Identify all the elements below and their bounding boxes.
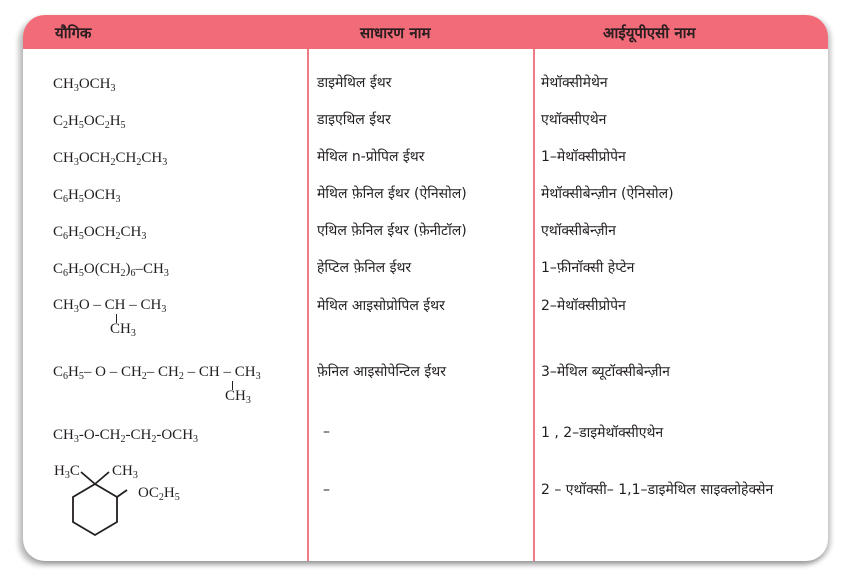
common-name: फ़ेनिल आइसोपेन्टिल ईथर — [317, 364, 446, 380]
common-name: मेथिल फ़ेनिल ईथर (ऐनिसोल) — [317, 186, 467, 202]
common-name: एथिल फ़ेनिल ईथर (फ़ेनीटॉल) — [317, 223, 467, 239]
iupac-name: एथॉक्सीबेन्ज़ीन — [541, 223, 616, 239]
compound-formula: $CH_3OCH_2CH_2CH_3$ — [53, 150, 168, 168]
iupac-name: मेथॉक्सीबेन्ज़ीन (ऐनिसोल) — [541, 186, 674, 202]
common-name: डाइमेथिल ईथर — [317, 75, 392, 91]
column-divider — [533, 49, 535, 561]
iupac-name: 1 , 2–डाइमेथॉक्सीएथेन — [541, 425, 664, 441]
iupac-name: 3–मेथिल ब्यूटॉक्सीबेन्ज़ीन — [541, 364, 670, 380]
iupac-name: एथॉक्सीएथेन — [541, 112, 607, 128]
common-name: मेथिल आइसोप्रोपिल ईथर — [317, 298, 445, 314]
compound-formula: $C_6H_5OCH_2CH_3$ — [53, 224, 147, 242]
common-name: – — [323, 482, 330, 498]
compound-formula: $C_6H_5O(CH_2)_6-CH_3$ — [53, 261, 169, 279]
common-name: – — [323, 424, 330, 440]
table-header — [23, 15, 828, 49]
iupac-name: 1–फ़ीनॉक्सी हेप्टेन — [541, 260, 635, 276]
common-name: हेप्टिल फ़ेनिल ईथर — [317, 260, 412, 276]
iupac-name: 2 – एथॉक्सी– 1,1–डाइमेथिल साइक्लोहेक्सेन — [541, 482, 774, 498]
methyl-label-left: $H_3C$ — [54, 463, 80, 481]
common-name: डाइएथिल ईथर — [317, 112, 391, 128]
ether-nomenclature-table — [23, 15, 828, 561]
ethoxy-label: $OC_2H_5$ — [138, 485, 180, 503]
methyl-label-right: $CH_3$ — [112, 463, 138, 481]
iupac-name: मेथॉक्सीमेथेन — [541, 75, 608, 91]
compound-formula: $CH_3OCH_3$ — [53, 76, 116, 94]
compound-formula: $CH_3-O-CH_2-CH_2-OCH_3$ — [53, 427, 199, 445]
iupac-name: 2–मेथॉक्सीप्रोपेन — [541, 298, 626, 314]
compound-formula-branch: $CH_3$ — [110, 321, 136, 339]
compound-formula: $C_6H_5OCH_3$ — [53, 187, 121, 205]
column-header-iupac-name: आईयूपीएसी नाम — [603, 24, 696, 42]
compound-formula-branch: $CH_3$ — [225, 388, 251, 406]
column-header-compound: यौगिक — [55, 24, 92, 42]
cyclohexane-ring-icon — [63, 470, 153, 550]
compound-formula-main-chain: $C_6H_5-$ O – $CH_2-$ $CH_2$ – CH – $CH_3$ — [53, 364, 261, 382]
column-header-common-name: साधारण नाम — [360, 24, 431, 42]
column-divider — [307, 49, 309, 561]
common-name: मेथिल n-प्रोपिल ईथर — [317, 149, 425, 165]
compound-formula-main-chain: $CH_3O$ – CH – $CH_3$ — [53, 297, 167, 315]
compound-formula: $C_2H_5OC_2H_5$ — [53, 113, 126, 131]
iupac-name: 1–मेथॉक्सीप्रोपेन — [541, 149, 626, 165]
